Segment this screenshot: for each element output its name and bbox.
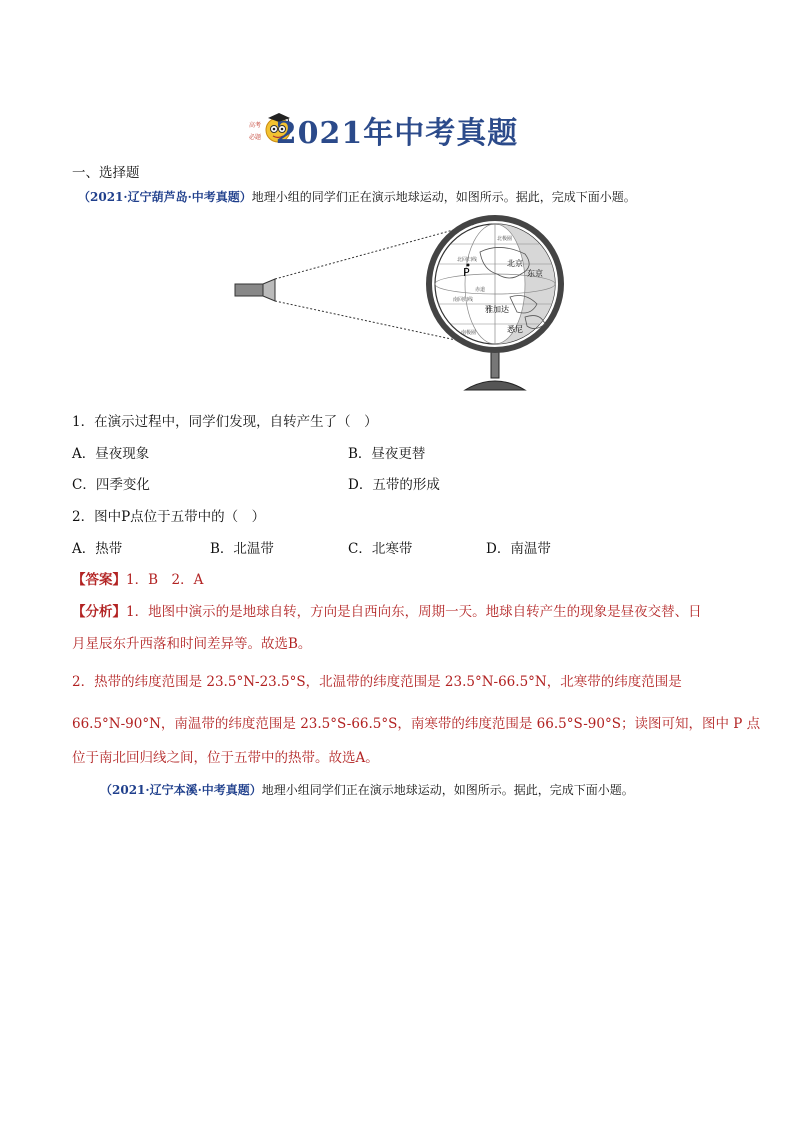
passage-2-source: （2021·辽宁本溪·中考真题） [100, 783, 262, 797]
globe-figure [225, 212, 570, 394]
passage-1-source: （2021·辽宁葫芦岛·中考真题） [78, 190, 252, 204]
analysis-tag: 【分析】 [72, 604, 126, 620]
answer-text: 1．B 2．A [126, 572, 204, 588]
label-tropic-capricorn: 南回归线 [453, 297, 474, 303]
q1-stem: 1．在演示过程中，同学们发现，自转产生了（ ） [72, 414, 378, 430]
passage-2-text: 地理小组同学们正在演示地球运动，如图所示。据此，完成下面小题。 [261, 783, 634, 797]
analysis-line-5: 位于南北回归线之间，位于五带中的热带。故选A。 [72, 750, 379, 766]
label-tropic-cancer: 北回归线 [457, 257, 478, 263]
label-beijing: 北京 [507, 259, 523, 268]
q1-option-c: C．四季变化 [72, 477, 150, 493]
label-south-polar: 南极圈 [461, 330, 477, 336]
section-heading: 一、选择题 [72, 165, 140, 181]
svg-text:高考: 高考 [249, 122, 262, 129]
passage-1-text: 地理小组的同学们正在演示地球运动，如图所示。据此，完成下面小题。 [251, 190, 636, 204]
label-sydney: 悉尼 [507, 325, 523, 334]
page-title: 2021年中考真题 [275, 116, 519, 151]
passage-1 [78, 188, 636, 205]
svg-text:必题: 必题 [249, 134, 262, 141]
analysis-line-1 [72, 600, 702, 620]
q2-stem: 2．图中P点位于五带中的（ ） [72, 509, 266, 525]
passage-2 [100, 781, 634, 798]
analysis-line-3: 2．热带的纬度范围是 23.5°N-23.5°S，北温带的纬度范围是 23.5°N-66.5°N，北寒带的纬度范围是 [72, 674, 682, 690]
label-equator: 赤道 [475, 287, 486, 293]
q2-option-d: D．南温带 [486, 541, 551, 557]
q2-option-c: C．北寒带 [348, 541, 413, 557]
label-p: P [463, 266, 470, 279]
analysis-line-2: 月星辰东升西落和时间差异等。故选B。 [72, 636, 312, 652]
q2-option-b: B．北温带 [210, 541, 274, 557]
label-tokyo: 东京 [527, 269, 543, 278]
answer-tag: 【答案】 [72, 572, 126, 588]
analysis-line-4: 66.5°N-90°N，南温带的纬度范围是 23.5°S-66.5°S，南寒带的纬度范围是 66.5°S-90°S；读图可知，图中 P 点 [72, 716, 761, 732]
q1-option-d: D．五带的形成 [348, 477, 440, 493]
q2-option-a: A．热带 [72, 541, 123, 557]
q1-option-a: A．昼夜现象 [72, 446, 150, 462]
label-north-polar: 北极圈 [497, 236, 513, 242]
answer [72, 568, 203, 588]
q1-option-b: B．昼夜更替 [348, 446, 426, 462]
label-jakarta: 雅加达 [485, 305, 509, 314]
analysis-text-1: 1．地图中演示的是地球自转，方向是自西向东，周期一天。地球自转产生的现象是昼夜交替、日 [126, 604, 702, 620]
